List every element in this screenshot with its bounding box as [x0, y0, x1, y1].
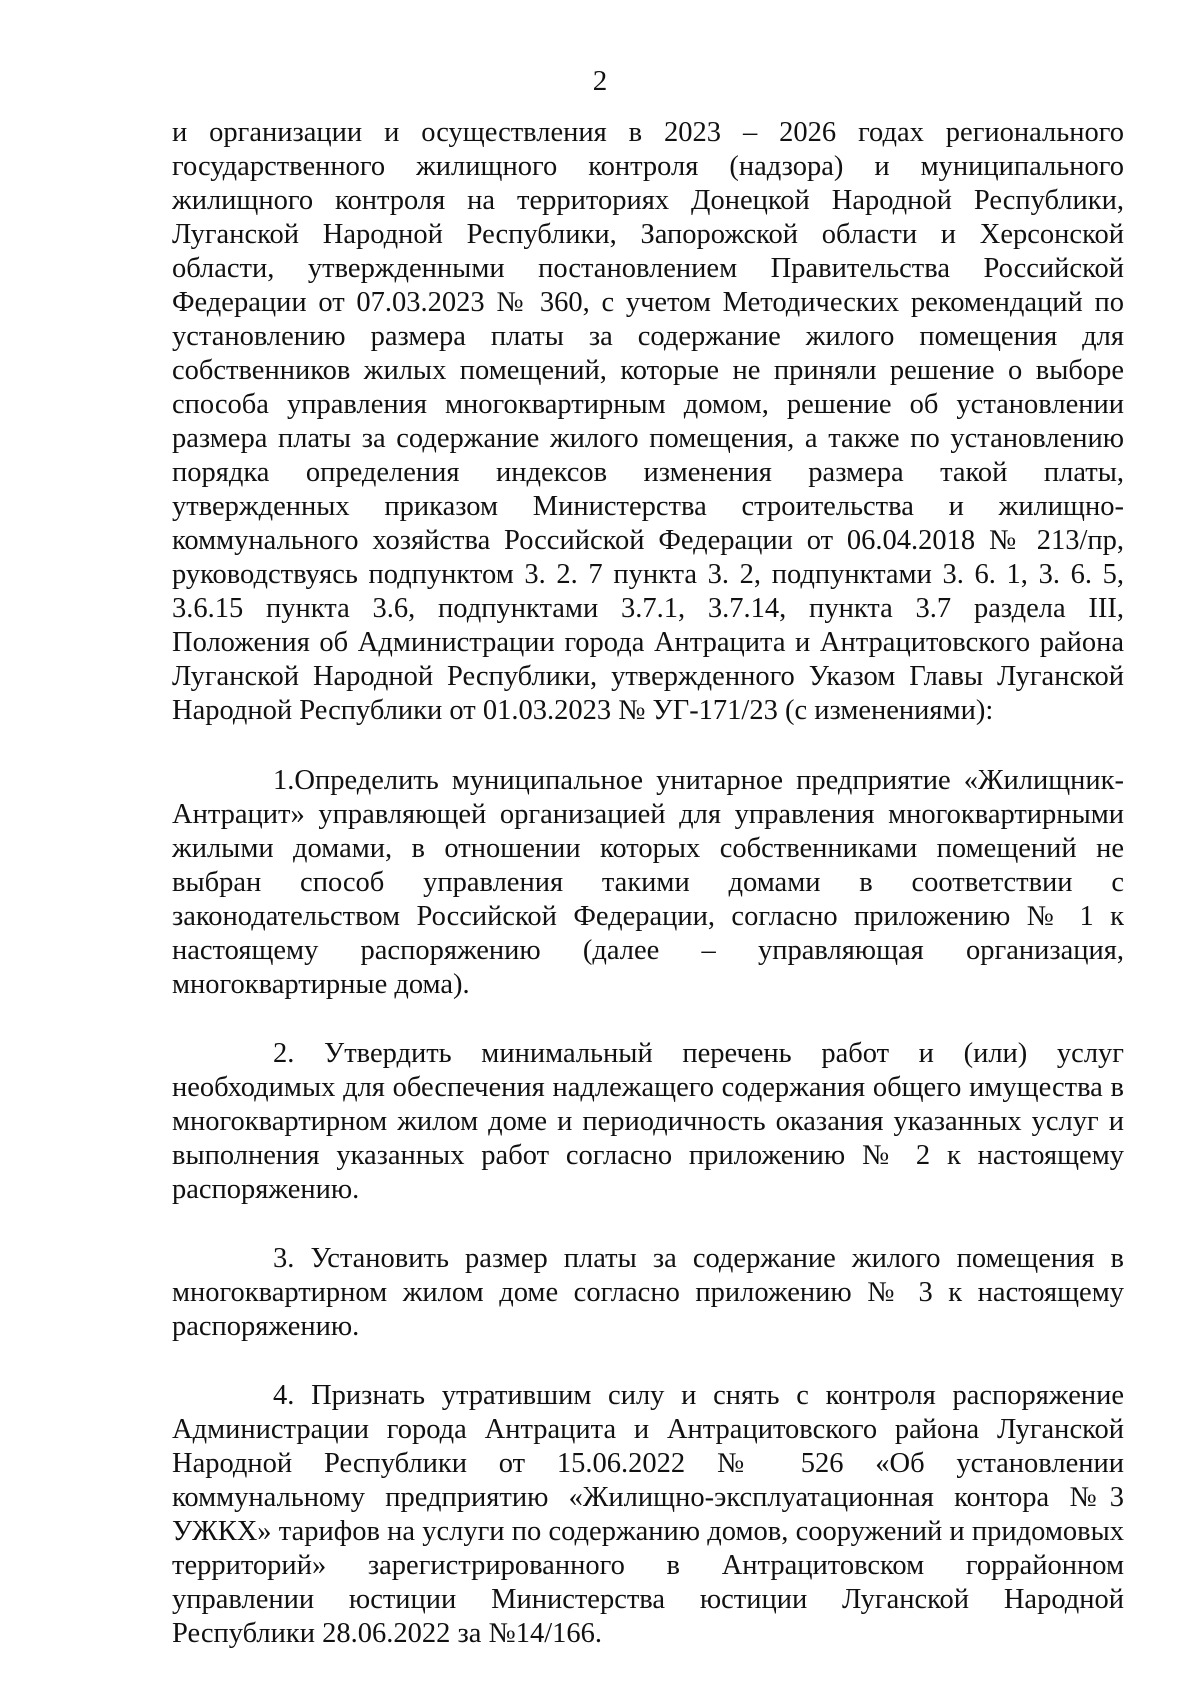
clause-4-paragraph: 4. Признать утратившим силу и снять с контроля распоряжение Администрации города Антрацита и Антрацитовского района Луганской Народной Республики от 15.06.2022 № 526 «Об установлении коммунальному предприятию «Жилищно-эксплуатационная контора №3 УЖКХ» тарифов на услуги по содержанию домов, сооружений и придомовых территорий» зарегистрированного в Антрацитовском горрайонном управлении юстиции Министерства юстиции Луганской Народной Республики 28.06.2022 за №14/166. [172, 1380, 1124, 1649]
clause-2-paragraph: 2. Утвердить минимальный перечень работ и (или) услуг необходимых для обеспечения надлежащего содержания общего имущества в многоквартирном жилом доме и периодичность оказания указанных услуг и выполнения указанных работ согласно приложению № 2 к настоящему распоряжению. [172, 1038, 1124, 1205]
document-body [172, 116, 1124, 1651]
page-number: 2 [592, 65, 608, 97]
clause-1-paragraph: 1.Определить муниципальное унитарное предприятие «Жилищник-Антрацит» управляющей организацией для управления многоквартирными жилыми домами, в отношении которых собственниками помещений не выбран способ управления такими домами в соответствии с законодательством Российской Федерации, согласно приложению № 1 к настоящему распоряжению (далее – управляющая организация, многоквартирные дома). [172, 765, 1124, 1000]
intro-paragraph: и организации и осуществления в 2023 – 2026 годах регионального государственного жилищного контроля (надзора) и муниципального жилищного контроля на территориях Донецкой Народной Республики, Луганской Народной Республики, Запорожской области и Херсонской области, утвержденными постановлением Правительства Российской Федерации от 07.03.2023 № 360, с учетом Методических рекомендаций по установлению размера платы за содержание жилого помещения для собственников жилых помещений, которые не приняли решение о выборе способа управления многоквартирным домом, решение об установлении размера платы за содержание жилого помещения, а также по установлению порядка определения индексов изменения размера такой платы, утвержденных приказом Министерства строительства и жилищно-коммунального хозяйства Российской Федерации от 06.04.2018 № 213/пр, руководствуясь подпунктом 3. 2. 7 пункта 3. 2, подпунктами 3. 6. 1, 3. 6. 5, 3.6.15 пункта 3.6, подпунктами 3.7.1, 3.7.14, пункта 3.7 раздела III, Положения об Администрации города Антрацита и Антрацитовского района Луганской Народной Республики, утвержденного Указом Главы Луганской Народной Республики от 01.03.2023 № УГ-171/23 (с изменениями): [172, 117, 1124, 726]
clause-3-paragraph: 3. Установить размер платы за содержание жилого помещения в многоквартирном жилом доме согласно приложению № 3 к настоящему распоряжению. [172, 1243, 1124, 1342]
